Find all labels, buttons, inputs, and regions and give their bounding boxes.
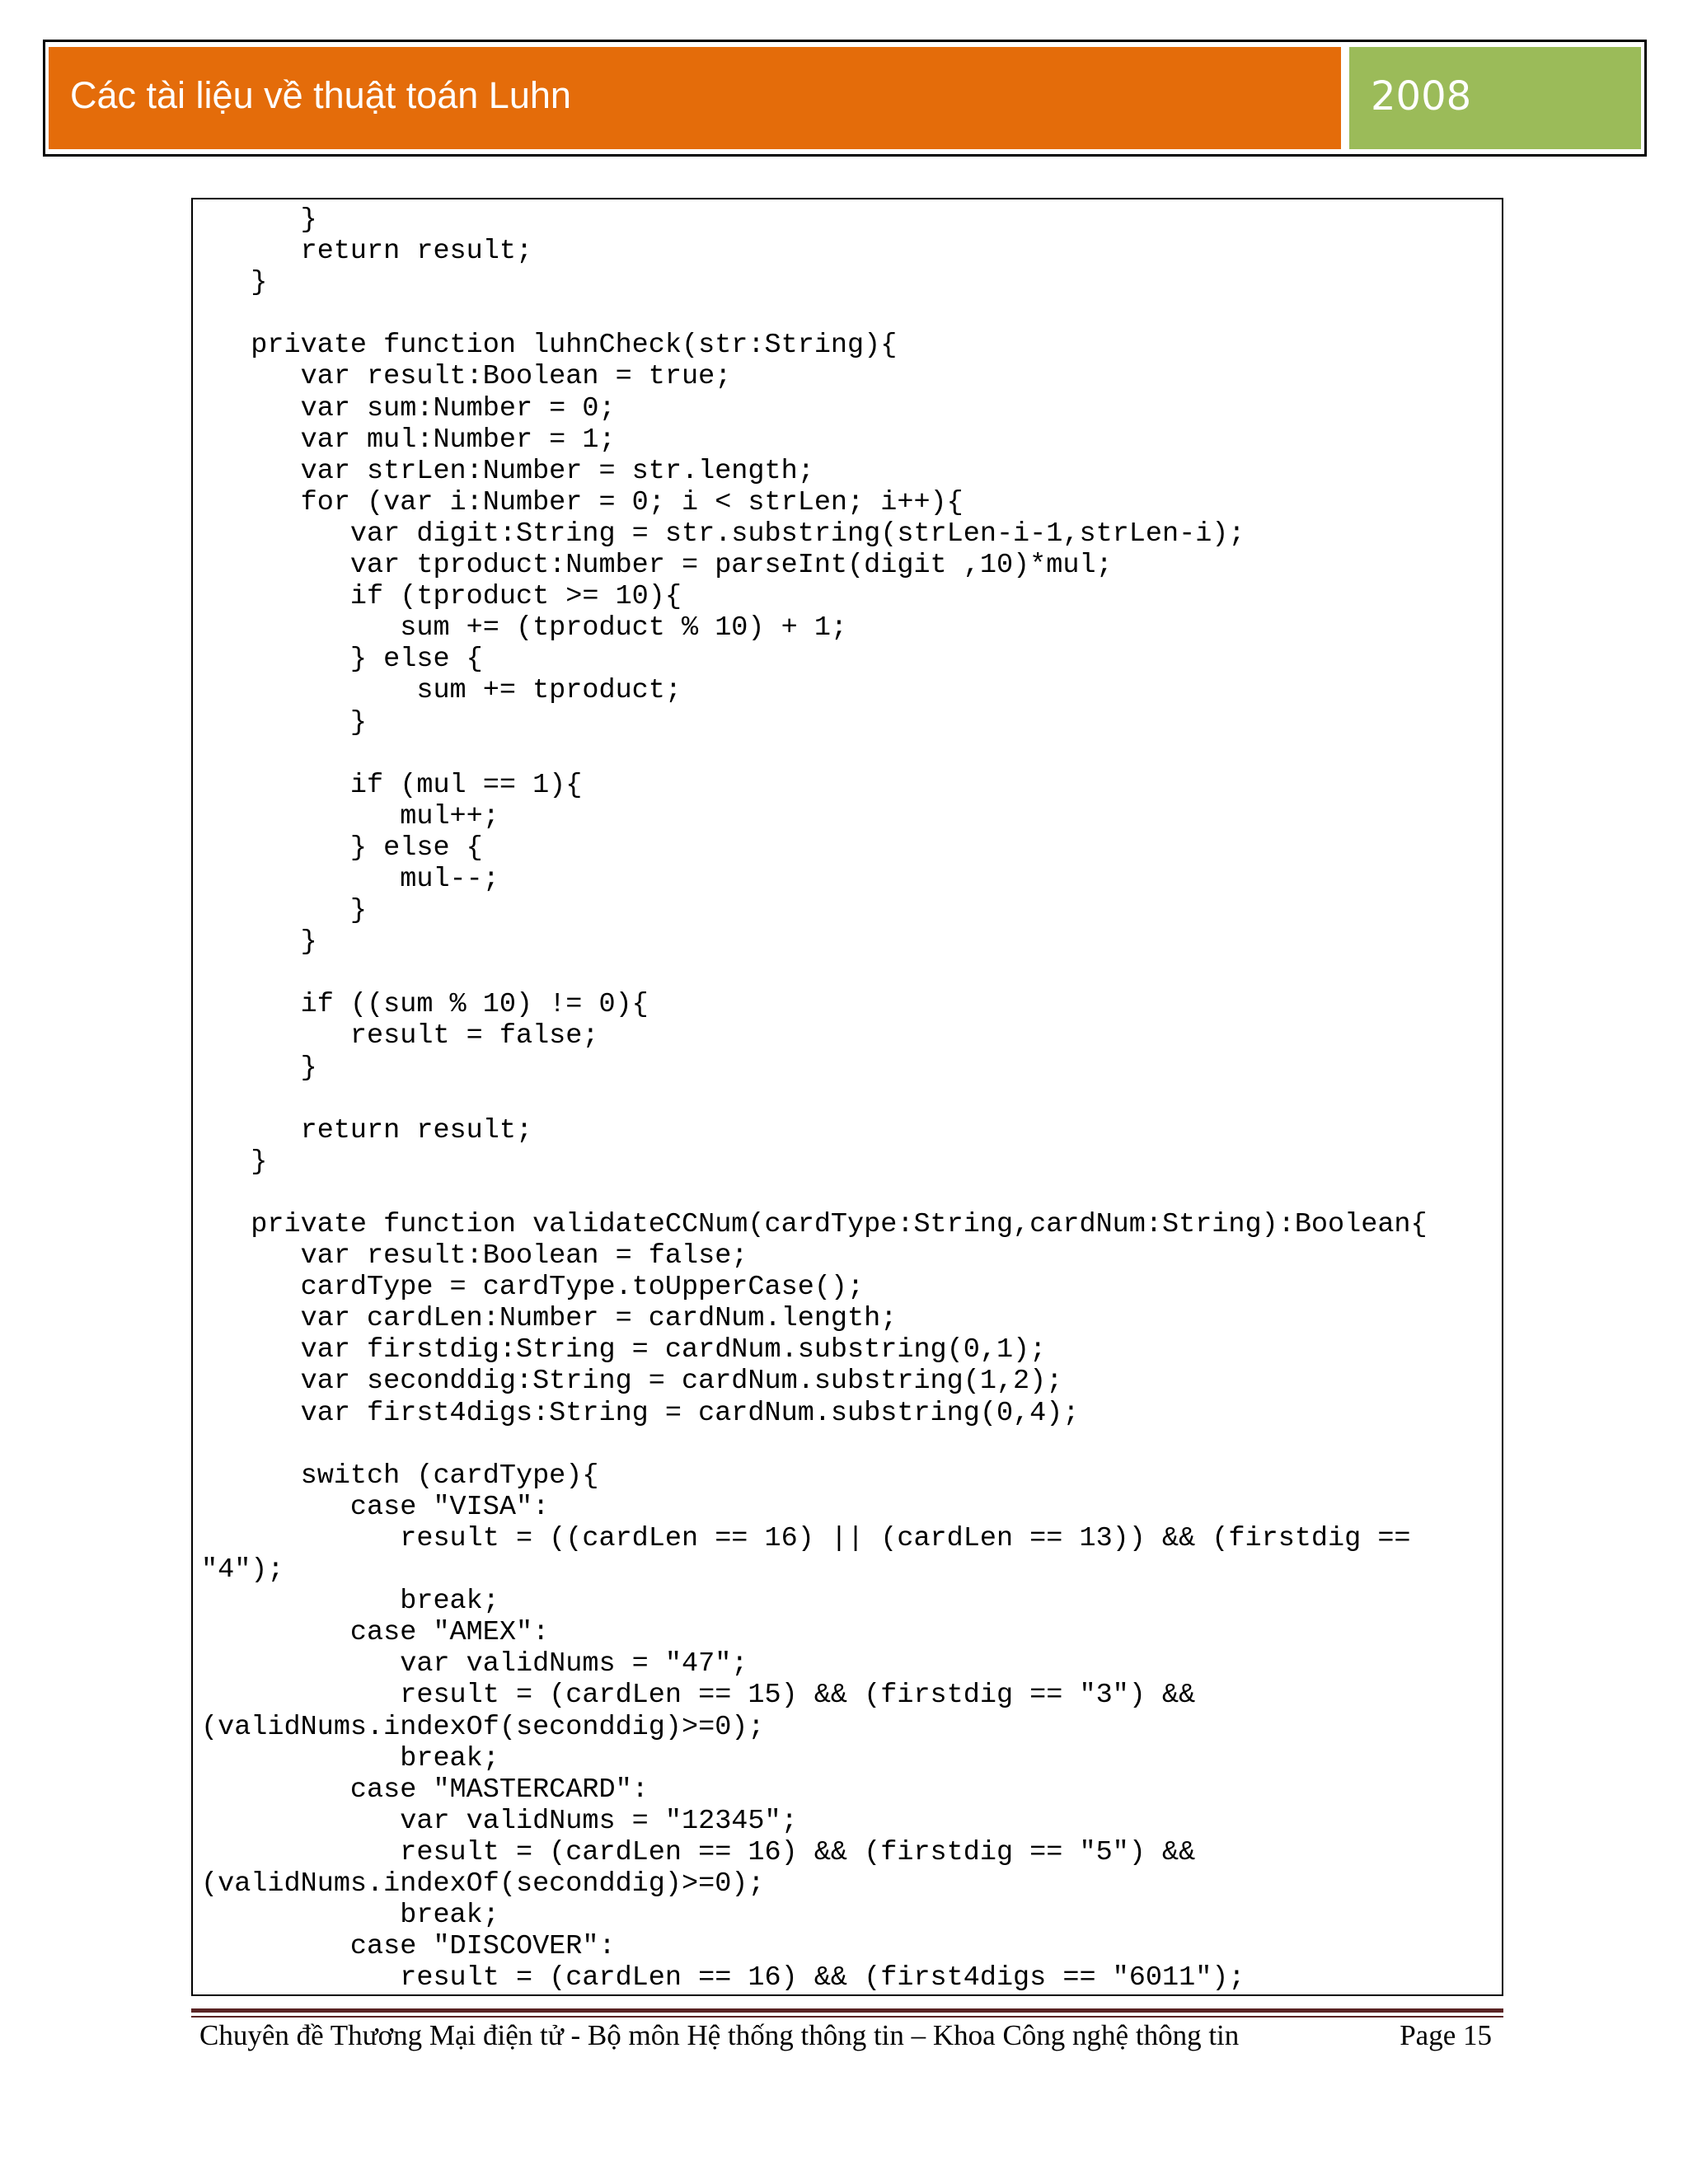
page-number: Page 15: [1400, 2019, 1492, 2051]
code-listing-box: [191, 198, 1503, 1996]
footer-text: Chuyên đề Thương Mại điện tử - Bộ môn Hệ thống thông tin – Khoa Công nghệ thông tin: [199, 2019, 1240, 2051]
footer-divider-thick: [191, 2008, 1503, 2013]
header-title-banner: [49, 47, 1341, 149]
header-year-banner: [1349, 47, 1641, 149]
footer-divider-thin: [191, 2016, 1503, 2018]
document-title: Các tài liệu về thuật toán Luhn: [70, 74, 571, 116]
document-year: 2008: [1371, 73, 1472, 120]
code-listing: } return result; } private function luhnCheck(str:String){ var result:Boolean = true; var sum:Number = 0; var mul:Number = 1; var strLen:Number = str.length; for (var i:Number = 0; i < strLen; i++){ var digit:String = str.substring(strLen-i-1,strLen-i); var tproduct:Number = parseInt(digit ,10)*mul; if (tproduct >= 10){ sum += (tproduct % 10) + 1; } else { sum += tproduct; } if (mul == 1){ mul++; } else { mul--; } } if ((sum % 10) != 0){ result = false; } return result; } private function validateCCNum(cardType:String,cardNum:String):Boolean{ var result:Boolean = false; cardType = cardType.toUpperCase(); var cardLen:Number = cardNum.length; var firstdig:String = cardNum.substring(0,1); var seconddig:String = cardNum.substring(1,2); var first4digs:String = cardNum.substring(0,4); switch (cardType){ case "VISA": result = ((cardLen == 16) || (cardLen == 13)) && (firstdig == "4"); break; case "AMEX": var validNums = "47"; result = (cardLen == 15) && (firstdig == "3") && (validNums.indexOf(seconddig)>=0); break; case "MASTERCARD": var validNums = "12345"; result = (cardLen == 16) && (firstdig == "5") && (validNums.indexOf(seconddig)>=0); break; case "DISCOVER": result = (cardLen == 16) && (first4digs == "6011");: [201, 204, 1428, 1994]
